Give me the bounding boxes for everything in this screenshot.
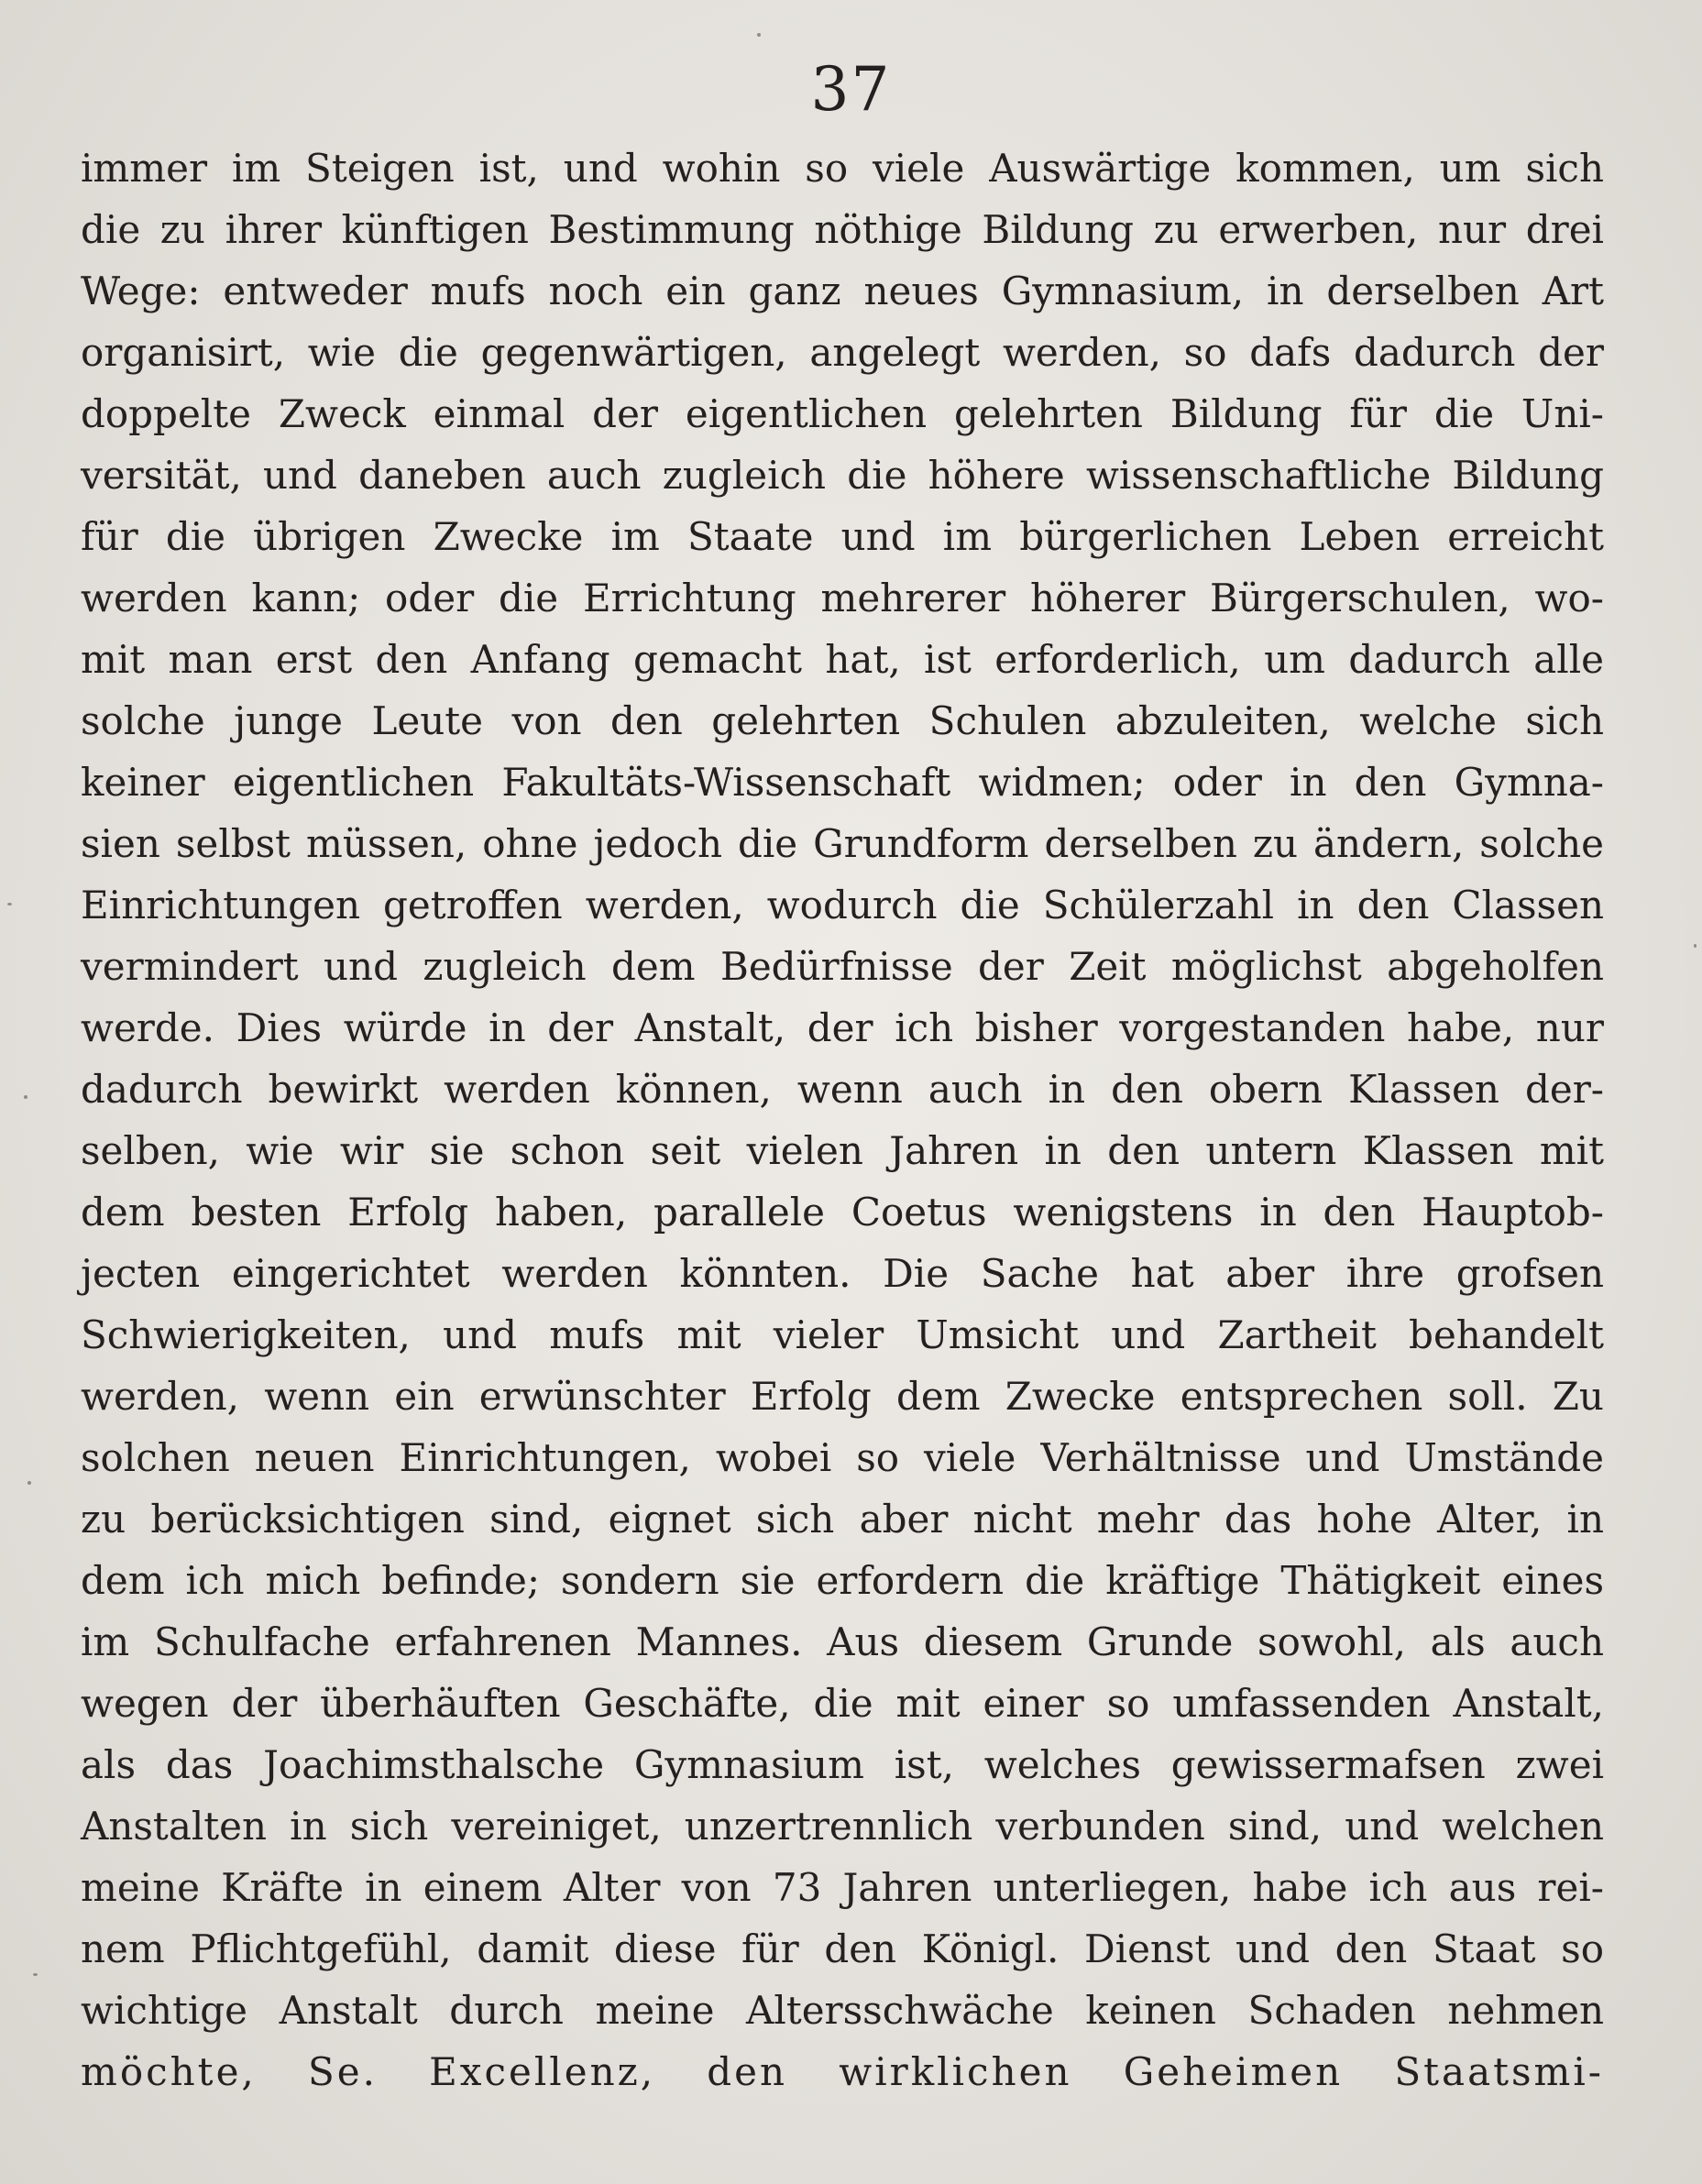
paper-speck <box>757 33 761 37</box>
text-line: Anstalten in sich vereiniget, unzertrennlich verbunden sind, und welchen <box>81 1804 1604 1849</box>
text-line: zu berücksichtigen sind, eignet sich aber nicht mehr das hohe Alter, in <box>81 1497 1604 1542</box>
body-text <box>81 137 1604 2102</box>
text-line: im Schulfache erfahrenen Mannes. Aus diesem Grunde sowohl, als auch <box>81 1619 1604 1664</box>
text-line: werden kann; oder die Errichtung mehrerer höherer Bürgerschulen, wo- <box>81 576 1604 620</box>
paper-speck <box>1694 944 1697 948</box>
text-line: werde. Dies würde in der Anstalt, der ich bisher vorgestanden habe, nur <box>81 1005 1604 1050</box>
text-line: nem Pflichtgefühl, damit diese für den Königl. Dienst und den Staat so <box>81 1926 1604 1971</box>
text-line: werden, wenn ein erwünschter Erfolg dem Zwecke entsprechen soll. Zu <box>81 1374 1604 1419</box>
text-line: dem ich mich befinde; sondern sie erfordern die kräftige Thätigkeit eines <box>81 1558 1604 1603</box>
text-line: jecten eingerichtet werden könnten. Die Sache hat aber ihre grofsen <box>81 1251 1604 1296</box>
text-line: versität, und daneben auch zugleich die höhere wissenschaftliche Bildung <box>81 453 1604 498</box>
text-line: die zu ihrer künftigen Bestimmung nöthige Bildung zu erwerben, nur drei <box>81 207 1604 252</box>
text-line: solchen neuen Einrichtungen, wobei so viele Verhältnisse und Umstände <box>81 1435 1604 1480</box>
text-line: meine Kräfte in einem Alter von 73 Jahren unterliegen, habe ich aus rei- <box>81 1865 1604 1910</box>
text-line: organisirt, wie die gegenwärtigen, angelegt werden, so dafs dadurch der <box>81 330 1604 375</box>
text-line: keiner eigentlichen Fakultäts-Wissenschaft widmen; oder in den Gymna- <box>81 760 1604 805</box>
text-line: doppelte Zweck einmal der eigentlichen gelehrten Bildung für die Uni- <box>81 391 1604 436</box>
text-line: mit man erst den Anfang gemacht hat, ist erforderlich, um dadurch alle <box>81 637 1604 682</box>
text-line: wichtige Anstalt durch meine Altersschwäche keinen Schaden nehmen <box>81 1988 1604 2033</box>
text-line: vermindert und zugleich dem Bedürfnisse der Zeit möglichst abgeholfen <box>81 944 1604 989</box>
page-number: 37 <box>810 54 892 125</box>
text-line: Wege: entweder mufs noch ein ganz neues Gymnasium, in derselben Art <box>81 269 1604 313</box>
paper-speck <box>7 903 12 905</box>
text-line: Einrichtungen getroffen werden, wodurch die Schülerzahl in den Classen <box>81 883 1604 927</box>
text-line: dem besten Erfolg haben, parallele Coetus wenigstens in den Hauptob- <box>81 1190 1604 1235</box>
text-line: sien selbst müssen, ohne jedoch die Grundform derselben zu ändern, solche <box>81 821 1604 866</box>
text-line: solche junge Leute von den gelehrten Schulen abzuleiten, welche sich <box>81 698 1604 743</box>
paper-speck <box>33 1973 38 1976</box>
text-line: dadurch bewirkt werden können, wenn auch in den obern Klassen der- <box>81 1067 1604 1112</box>
text-line: selben, wie wir sie schon seit vielen Jahren in den untern Klassen mit <box>81 1128 1604 1173</box>
text-line: möchte, Se. Excellenz, den wirklichen Geheimen Staatsmi- <box>81 2049 1604 2094</box>
text-line: als das Joachimsthalsche Gymnasium ist, welches gewissermafsen zwei <box>81 1742 1604 1787</box>
paper-speck <box>24 1095 27 1099</box>
text-line: Schwierigkeiten, und mufs mit vieler Umsicht und Zartheit behandelt <box>81 1312 1604 1357</box>
paper-speck <box>27 1481 31 1485</box>
text-line: immer im Steigen ist, und wohin so viele Auswärtige kommen, um sich <box>81 146 1604 191</box>
text-line: wegen der überhäuften Geschäfte, die mit einer so umfassenden Anstalt, <box>81 1681 1604 1726</box>
text-line: für die übrigen Zwecke im Staate und im bürgerlichen Leben erreicht <box>81 514 1604 559</box>
